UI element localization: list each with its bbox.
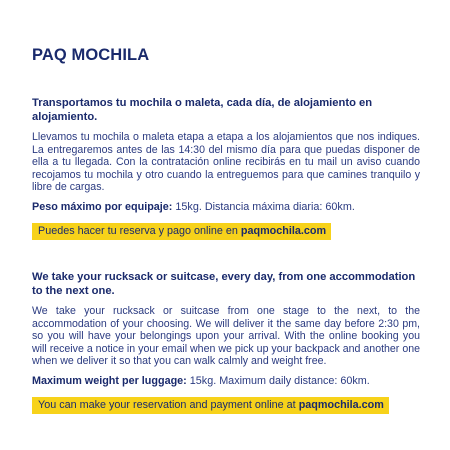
specs-line (32, 201, 420, 214)
specs-value: 15kg. Distancia máxima diaria: 60km. (172, 200, 355, 213)
booking-banner (32, 397, 389, 414)
booking-banner (32, 223, 331, 240)
specs-label: Peso máximo por equipaje: (32, 200, 173, 213)
specs-line (32, 375, 420, 388)
website-link[interactable]: paqmochila.com (240, 224, 327, 237)
banner-text: You can make your reservation and payment online at (38, 398, 299, 411)
specs-value: 15kg. Maximum daily distance: 60km. (186, 374, 370, 387)
specs-label: Maximum weight per luggage: (32, 374, 187, 387)
section-body: We take your rucksack or suitcase from one stage to the next, to the accommodation of your choosing. We will deliver it the same day before 2:30 pm, so you will have your belongings upon your arrival. With the online booking you will receive a notice in your email when we pick up your backpack and another one when we deliver it so that you can walk calmly and weight free. (32, 305, 420, 368)
section-english (32, 271, 420, 414)
website-link[interactable]: paqmochila.com (298, 398, 384, 411)
section-heading: We take your rucksack or suitcase, every day, from one accommodation to the next one. (32, 271, 416, 297)
banner-text: Puedes hacer tu reserva y pago online en (38, 224, 241, 237)
section-spanish (32, 97, 420, 240)
page-title: PAQ MOCHILA (32, 46, 150, 64)
section-heading: Transportamos tu mochila o maleta, cada día, de alojamiento en alojamiento. (32, 97, 373, 123)
section-body: Llevamos tu mochila o maleta etapa a etapa a los alojamientos que nos indiques. La entregaremos antes de las 14:30 del mismo día para que puedas disponer de ella a tu llegada. Con la contratación online recibirás en tu mail un aviso cuando recojamos tu mochila y otro cuando la entreguemos para que camines tranquilo y libre de cargas. (32, 131, 420, 194)
